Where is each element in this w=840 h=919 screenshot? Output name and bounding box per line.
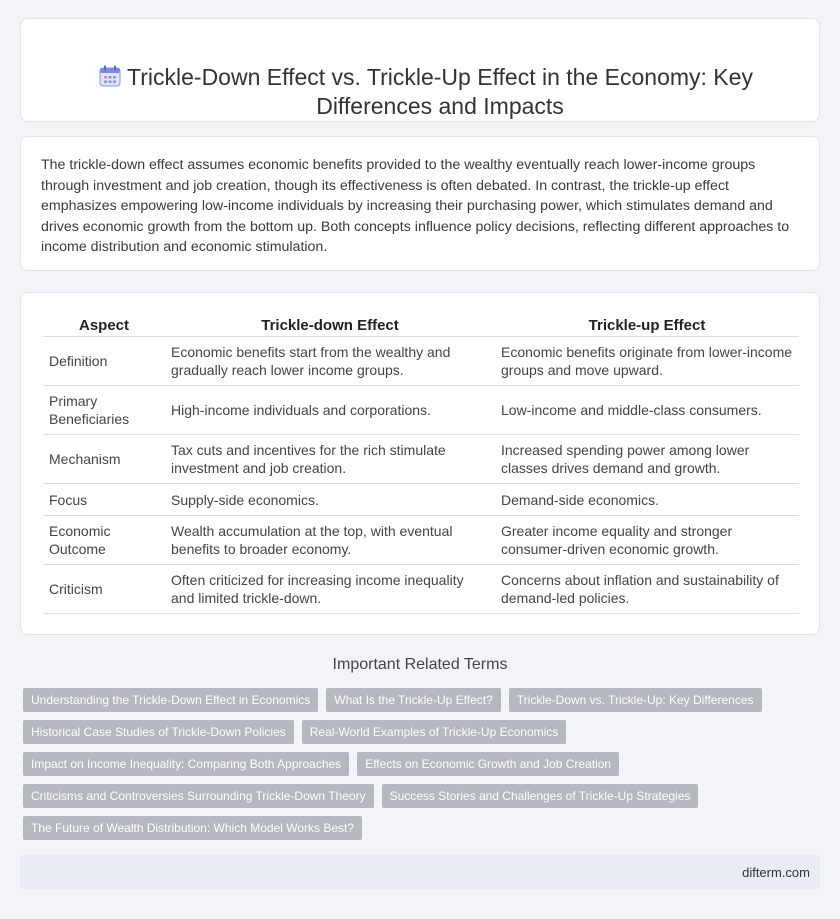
comparison-table-card xyxy=(20,292,820,635)
page-title: Trickle-Down Effect vs. Trickle-Up Effect in the Economy: Key Differences and Impacts xyxy=(127,64,753,119)
table-row xyxy=(43,386,799,435)
related-term-link[interactable]: Understanding the Trickle-Down Effect in Economics xyxy=(23,688,318,712)
related-term-link[interactable]: What Is the Trickle-Up Effect? xyxy=(326,688,501,712)
related-term-link[interactable]: Real-World Examples of Trickle-Up Economics xyxy=(302,720,567,744)
table-row xyxy=(43,516,799,565)
site-name[interactable]: difterm.com xyxy=(742,865,810,880)
related-terms-heading: Important Related Terms xyxy=(332,656,508,673)
trickle-up-cell: Economic benefits originate from lower-income groups and move upward. xyxy=(495,337,799,386)
column-header-trickle-down: Trickle-down Effect xyxy=(165,311,495,337)
table-row xyxy=(43,565,799,614)
related-term-link[interactable]: Criticisms and Controversies Surrounding Trickle-Down Theory xyxy=(23,784,374,808)
related-term-link[interactable]: Effects on Economic Growth and Job Creation xyxy=(357,752,619,776)
row-aspect: Definition xyxy=(43,337,165,386)
footer xyxy=(20,855,820,889)
table-row xyxy=(43,435,799,484)
column-header-trickle-up: Trickle-up Effect xyxy=(495,311,799,337)
table-header-row xyxy=(43,311,799,337)
trickle-up-cell: Concerns about inflation and sustainability of demand-led policies. xyxy=(495,565,799,614)
row-aspect: Criticism xyxy=(43,565,165,614)
row-aspect: Focus xyxy=(43,484,165,516)
related-term-link[interactable]: Historical Case Studies of Trickle-Down Policies xyxy=(23,720,294,744)
intro-card xyxy=(20,136,820,271)
related-term-link[interactable]: The Future of Wealth Distribution: Which Model Works Best? xyxy=(23,816,362,840)
trickle-down-cell: Economic benefits start from the wealthy and gradually reach lower income groups. xyxy=(165,337,495,386)
trickle-up-cell: Increased spending power among lower classes drives demand and growth. xyxy=(495,435,799,484)
trickle-up-cell: Demand-side economics. xyxy=(495,484,799,516)
related-term-link[interactable]: Success Stories and Challenges of Trickle-Up Strategies xyxy=(382,784,699,808)
related-terms-list xyxy=(23,688,783,840)
row-aspect: Primary Beneficiaries xyxy=(43,386,165,435)
title-card xyxy=(20,18,820,122)
trickle-up-cell: Greater income equality and stronger consumer-driven economic growth. xyxy=(495,516,799,565)
related-term-link[interactable]: Impact on Income Inequality: Comparing Both Approaches xyxy=(23,752,349,776)
row-aspect: Economic Outcome xyxy=(43,516,165,565)
table-row xyxy=(43,337,799,386)
row-aspect: Mechanism xyxy=(43,435,165,484)
table-row xyxy=(43,484,799,516)
trickle-down-cell: Tax cuts and incentives for the rich stimulate investment and job creation. xyxy=(165,435,495,484)
trickle-down-cell: Often criticized for increasing income inequality and limited trickle-down. xyxy=(165,565,495,614)
trickle-up-cell: Low-income and middle-class consumers. xyxy=(495,386,799,435)
trickle-down-cell: Supply-side economics. xyxy=(165,484,495,516)
related-term-link[interactable]: Trickle-Down vs. Trickle-Up: Key Differences xyxy=(509,688,762,712)
column-header-aspect: Aspect xyxy=(43,311,165,337)
comparison-table xyxy=(43,311,799,614)
trickle-down-cell: High-income individuals and corporations. xyxy=(165,386,495,435)
trickle-down-cell: Wealth accumulation at the top, with eventual benefits to broader economy. xyxy=(165,516,495,565)
intro-text: The trickle-down effect assumes economic benefits provided to the wealthy eventually reach lower-income groups through investment and job creation, though its effectiveness is often debated. In contrast, the trickle-up effect emphasizes empowering low-income individuals by increasing their purchasing power, which stimulates demand and drives economic growth from the bottom up. Both concepts influence policy decisions, reflecting different approaches to income distribution and economic stimulation. xyxy=(41,157,790,255)
